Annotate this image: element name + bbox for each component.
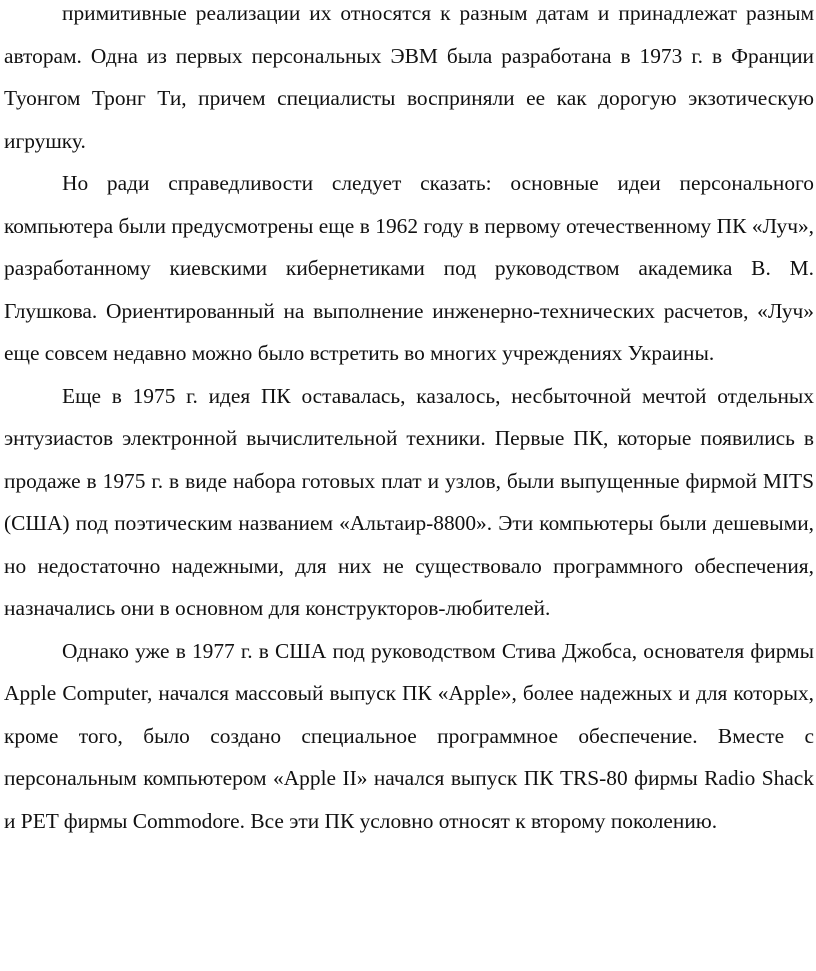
paragraph-2: Но ради справедливости следует сказать: основные идеи персонального компьютера были предусмотрены еще в 1962 году в первому отечественному ПК «Луч», разработанному киевскими кибернетиками под руководством академика В. М. Глушкова. Ориентированный на выполнение инженерно-технических расчетов, «Луч» еще совсем недавно можно было встретить во многих учреждениях Украины. xyxy=(4,171,814,365)
paragraph-1: примитивные реализации их относятся к разным датам и принадлежат разным авторам. Одна из первых персональных ЭВМ была разработана в 1973 г. в Франции Туонгом Тронг Ти, причем специалисты восприняли ее как дорогую экзотическую игрушку. xyxy=(4,1,814,153)
paragraph-3: Еще в 1975 г. идея ПК оставалась, казалось, несбыточной мечтой отдельных энтузиастов электронной вычислительной техники. Первые ПК, которые появились в продаже в 1975 г. в виде набора готовых плат и узлов, были выпущенные фирмой MITS (США) под поэтическим названием «Альтаир-8800». Эти компьютеры были дешевыми, но недостаточно надежными, для них не существовало программного обеспечения, назначались они в основном для конструкторов-любителей. xyxy=(4,383,814,620)
document-page xyxy=(4,0,814,842)
paragraph-4: Однако уже в 1977 г. в США под руководством Стива Джобса, основателя фирмы Apple Computer, начался массовый выпуск ПК «Apple», более надежных и для которых, кроме того, было создано специальное программное обеспечение. Вместе с персональным компьютером «Apple II» начался выпуск ПК TRS-80 фирмы Radio Shack и PET фирмы Commodore. Все эти ПК условно относят к второму поколению. xyxy=(4,638,814,833)
